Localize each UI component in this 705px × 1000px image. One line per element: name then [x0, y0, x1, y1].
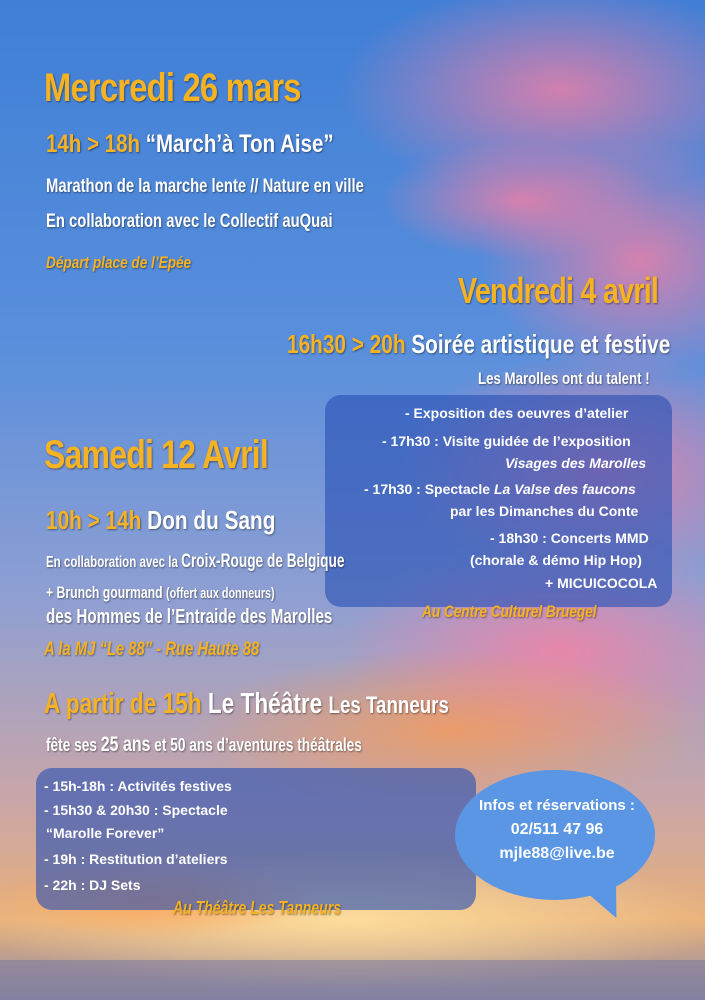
tanneurs-time: A partir de 15h [44, 688, 202, 720]
mercredi-time: 14h > 18h [46, 130, 141, 158]
tanneurs-title-a: Le Théâtre [207, 688, 323, 720]
vendredi-item-exposition: - Exposition des oeuvres d’atelier [405, 405, 629, 421]
mercredi-line1: Marathon de la marche lente // Nature en ville [46, 176, 364, 197]
tanneurs-place: Au Théâtre Les Tanneurs [173, 898, 342, 918]
mercredi-date-heading: Mercredi 26 mars [44, 66, 301, 110]
tanneurs-item-restitution: - 19h : Restitution d’ateliers [44, 851, 228, 867]
mercredi-place: Départ place de l’Epée [46, 253, 192, 272]
info-label: Infos et réservations : [479, 797, 635, 814]
vendredi-title: Soirée artistique et festive [411, 329, 671, 359]
vendredi-date-heading: Vendredi 4 avril [458, 270, 659, 311]
tanneurs-item-marolle-forever: “Marolle Forever” [46, 825, 165, 841]
vendredi-item-visite: - 17h30 : Visite guidée de l’exposition [382, 433, 631, 449]
samedi-title: Don du Sang [147, 505, 276, 535]
tanneurs-item-activites: - 15h-18h : Activités festives [44, 778, 232, 794]
samedi-brunch: + Brunch gourmand (offert aux donneurs) [46, 583, 275, 602]
tanneurs-item-spectacle: - 15h30 & 20h30 : Spectacle [44, 802, 228, 818]
vendredi-item-concerts: - 18h30 : Concerts MMD [490, 530, 649, 546]
samedi-time: 10h > 14h [46, 505, 142, 535]
samedi-brunch-by: des Hommes de l’Entraide des Marolles [46, 606, 333, 628]
vendredi-time-title [287, 329, 705, 360]
samedi-date-heading: Samedi 12 Avril [44, 433, 268, 477]
mercredi-title: “March’à Ton Aise” [145, 130, 334, 158]
vendredi-item-conte: par les Dimanches du Conte [450, 503, 639, 519]
info-phone[interactable]: 02/511 47 96 [510, 821, 604, 838]
info-email[interactable]: mjle88@live.be [499, 845, 615, 862]
samedi-time-title [46, 505, 333, 536]
vendredi-item-visages: Visages des Marolles [505, 455, 647, 471]
tanneurs-title-b: Les Tanneurs [328, 692, 449, 719]
samedi-place: A la MJ “Le 88” - Rue Haute 88 [44, 639, 260, 660]
samedi-collab: En collaboration avec la Croix-Rouge de Belgique [46, 551, 345, 572]
tanneurs-item-dj: - 22h : DJ Sets [44, 877, 141, 893]
vendredi-item-spectacle: - 17h30 : Spectacle La Valse des faucons [364, 481, 636, 497]
tanneurs-anniversary: fête ses 25 ans et 50 ans d’aventures théâtrales [46, 733, 362, 756]
vendredi-tagline: Les Marolles ont du talent ! [478, 369, 650, 388]
vendredi-item-micuicocola: + MICUICOCOLA [545, 575, 658, 591]
vendredi-place: Au Centre Culturel Bruegel [422, 602, 597, 621]
vendredi-time: 16h30 > 20h [287, 329, 406, 359]
mercredi-line2: En collaboration avec le Collectif auQuai [46, 211, 333, 232]
mercredi-time-title [46, 130, 397, 159]
vendredi-item-chorale: (chorale & démo Hip Hop) [470, 552, 642, 568]
tanneurs-heading [44, 688, 563, 721]
